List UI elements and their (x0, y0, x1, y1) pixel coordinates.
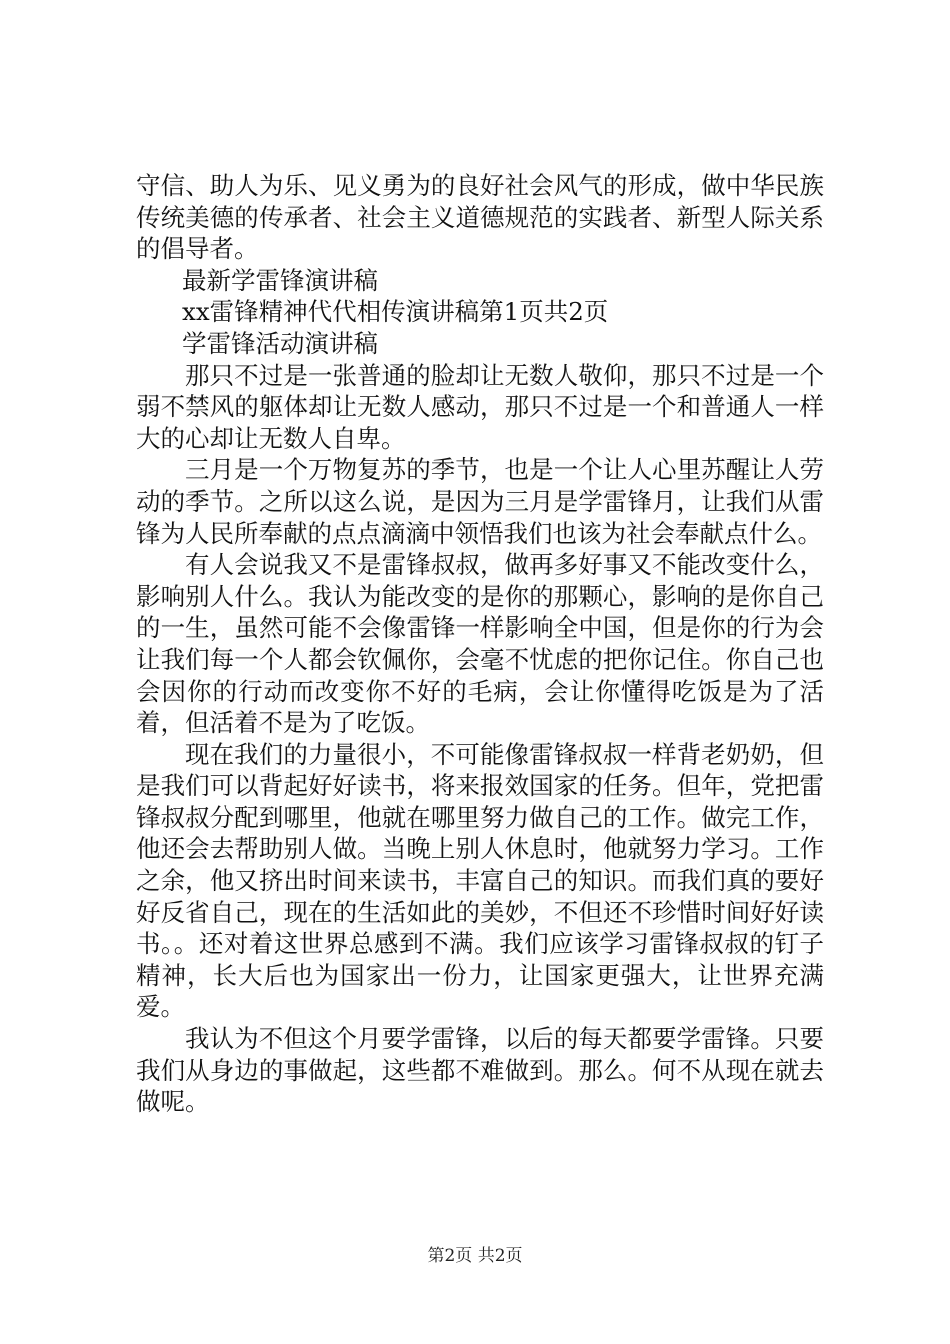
paragraph-every-day: 我认为不但这个月要学雷锋，以后的每天都要学雷锋。只要我们从身边的事做起，这些都不难做到。那么。何不从现在就去做呢。 (136, 1024, 824, 1117)
paragraph-our-strength: 现在我们的力量很小，不可能像雷锋叔叔一样背老奶奶，但是我们可以背起好好读书，将来报效国家的任务。但年，党把雷锋叔叔分配到哪里，他就在哪里努力做自己的工作。做完工作，他还会去帮助别人做。当晚上别人休息时，他就努力学习。工作之余，他又挤出时间来读书，丰富自己的知识。而我们真的要好好反省自己，现在的生活如此的美妙，不但还不珍惜时间好好读书。。还对着这世界总感到不满。我们应该学习雷锋叔叔的钉子精神，长大后也为国家出一份力，让国家更强大，让世界充满爱。 (136, 739, 824, 1022)
paragraph-ordinary-face: 那只不过是一张普通的脸却让无数人敬仰，那只不过是一个弱不禁风的躯体却让无数人感动，那只不过是一个和普通人一样大的心却让无数人自卑。 (136, 360, 824, 453)
heading-spirit-passed-down: xx雷锋精神代代相传演讲稿第1页共2页 (182, 297, 609, 327)
page-number-footer: 第2页 共2页 (427, 1246, 523, 1266)
document-body (136, 170, 824, 1118)
paragraph-continuation: 守信、助人为乐、见义勇为的良好社会风气的形成，做中华民族传统美德的传承者、社会主义道德规范的实践者、新型人际关系的倡导者。 (136, 171, 824, 264)
paragraph-march: 三月是一个万物复苏的季节，也是一个让人心里苏醒让人劳动的季节。之所以这么说，是因为三月是学雷锋月，让我们从雷锋为人民所奉献的点点滴滴中领悟我们也该为社会奉献点什么。 (136, 455, 824, 548)
heading-activity-speech: 学雷锋活动演讲稿 (182, 328, 378, 358)
paragraph-change-heart: 有人会说我又不是雷锋叔叔，做再多好事又不能改变什么，影响别人什么。我认为能改变的是你的那颗心，影响的是你自己的一生，虽然可能不会像雷锋一样影响全中国，但是你的行为会让我们每一个人都会钦佩你，会毫不忧虑的把你记住。你自己也会因你的行动而改变你不好的毛病，会让你懂得吃饭是为了活着，但活着不是为了吃饭。 (136, 550, 824, 738)
heading-latest-speech: 最新学雷锋演讲稿 (182, 265, 378, 295)
